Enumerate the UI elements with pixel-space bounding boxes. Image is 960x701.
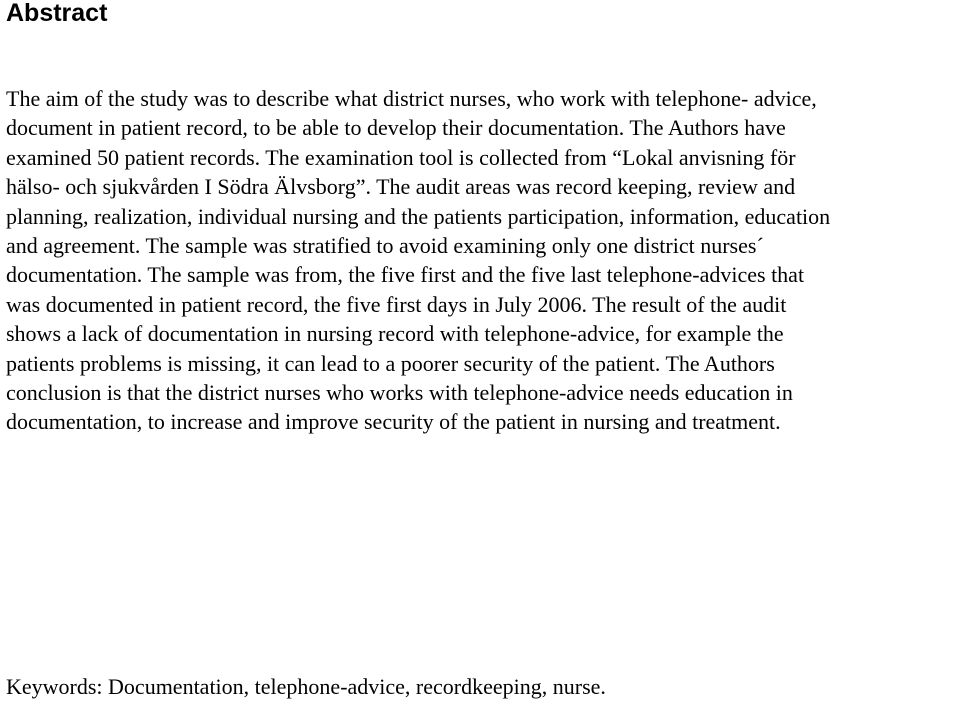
abstract-line: shows a lack of documentation in nursing record with telephone-advice, for example the (6, 321, 784, 347)
abstract-line: was documented in patient record, the five first days in July 2006. The result of the audit (6, 291, 787, 317)
abstract-line: document in patient record, to be able to develop their documentation. The Authors have (6, 115, 786, 141)
section-heading: Abstract (6, 0, 108, 27)
abstract-line: planning, realization, individual nursing and the patients participation, information, education (6, 203, 831, 229)
abstract-line: documentation, to increase and improve security of the patient in nursing and treatment. (6, 409, 781, 435)
keywords-line: Keywords: Documentation, telephone-advice, recordkeeping, nurse. (6, 674, 606, 699)
abstract-line: documentation. The sample was from, the five first and the five last telephone-advices that (6, 262, 805, 288)
abstract-line: The aim of the study was to describe what district nurses, who work with telephone- advice, (6, 86, 817, 111)
abstract-paragraph (6, 84, 960, 437)
abstract-line: examined 50 patient records. The examination tool is collected from “Lokal anvisning för (6, 144, 796, 170)
abstract-line: and agreement. The sample was stratified to avoid examining only one district nurses´ (6, 232, 764, 258)
abstract-line: conclusion is that the district nurses who works with telephone-advice needs education in (6, 379, 793, 405)
abstract-line: patients problems is missing, it can lead to a poorer security of the patient. The Authors (6, 350, 775, 376)
abstract-line: hälso- och sjukvården I Södra Älvsborg”. The audit areas was record keeping, review and (6, 174, 796, 200)
